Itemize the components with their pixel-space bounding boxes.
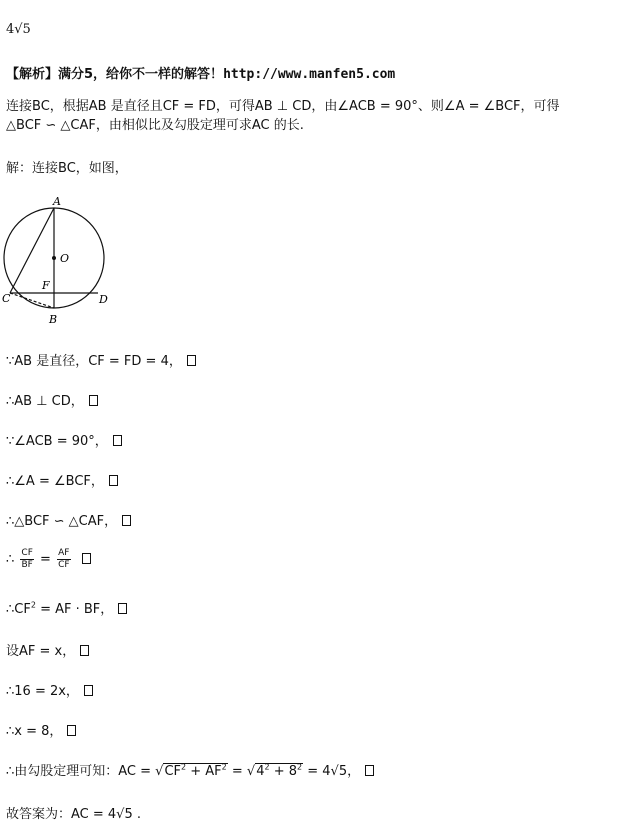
step-7: $\therefore CF^2$ = AF · BF， — [6, 598, 127, 617]
missing-glyph-box — [80, 645, 89, 656]
step-10: ∴x = 8， — [6, 720, 76, 739]
segment-bc — [10, 293, 54, 308]
step-5: ∴△BCF ∽ △CAF， — [6, 510, 131, 529]
label-a: A — [53, 195, 61, 208]
step-2: ∴AB ⊥ CD， — [6, 390, 98, 409]
missing-glyph-box — [84, 685, 93, 696]
header-line — [6, 63, 395, 82]
circle-diagram — [0, 192, 140, 332]
missing-glyph-box — [113, 435, 122, 446]
label-d: D — [99, 293, 108, 306]
fraction-cf-bf: $\frac{CF}{BF}$ — [21, 548, 33, 570]
radical-cf-af: $CF^2 + AF^2$ — [164, 762, 227, 779]
label-o: O — [60, 252, 70, 265]
analysis-bracket-label: 【解析】 — [6, 67, 59, 82]
missing-glyph-box — [365, 765, 374, 776]
step-11-pythagoras: ∴由勾股定理可知：AC = $√CF^2 + AF^2 = √4^2 + 8^2 = 4√5$， — [6, 760, 374, 779]
analysis-line-2: △BCF ∽ △CAF，由相似比及勾股定理可求AC 的长. — [6, 118, 304, 133]
missing-glyph-box — [122, 515, 131, 526]
analysis-paragraph — [6, 97, 606, 135]
missing-glyph-box — [118, 603, 127, 614]
missing-glyph-box — [187, 355, 196, 366]
label-f: F — [42, 279, 50, 292]
top-answer: 4√5 — [6, 22, 31, 37]
solution-intro: 解：连接BC，如图， — [6, 161, 128, 176]
label-b: B — [49, 313, 58, 326]
step-6-ratio: ∴ $\frac{CF}{BF}$ = $\frac{AF}{CF}$ — [6, 548, 91, 571]
final-answer: 故答案为：AC = 4√5 . — [6, 807, 141, 822]
step-4: ∴∠A = ∠BCF， — [6, 470, 118, 489]
label-c: C — [2, 292, 11, 305]
missing-glyph-box — [82, 553, 91, 564]
site-url-link[interactable]: http://www.manfen5.com — [223, 67, 396, 82]
step-3: ∵∠ACB = 90°， — [6, 430, 122, 449]
radical-4-8: $4^2 + 8^2$ — [256, 762, 303, 779]
center-point — [52, 256, 56, 260]
step-9: ∴16 = 2x， — [6, 680, 93, 699]
step-1: ∵AB 是直径，CF = FD = 4， — [6, 350, 196, 369]
promo-text: 满分5，给你不一样的解答！ — [58, 67, 224, 82]
fraction-af-cf: $\frac{AF}{CF}$ — [58, 548, 70, 570]
missing-glyph-box — [67, 725, 76, 736]
analysis-line-1: 连接BC，根据AB 是直径且CF = FD，可得AB ⊥ CD，由∠ACB = 90°、则∠A = ∠BCF，可得 — [6, 99, 560, 114]
step-8: 设AF = x， — [6, 640, 89, 659]
missing-glyph-box — [89, 395, 98, 406]
missing-glyph-box — [109, 475, 118, 486]
